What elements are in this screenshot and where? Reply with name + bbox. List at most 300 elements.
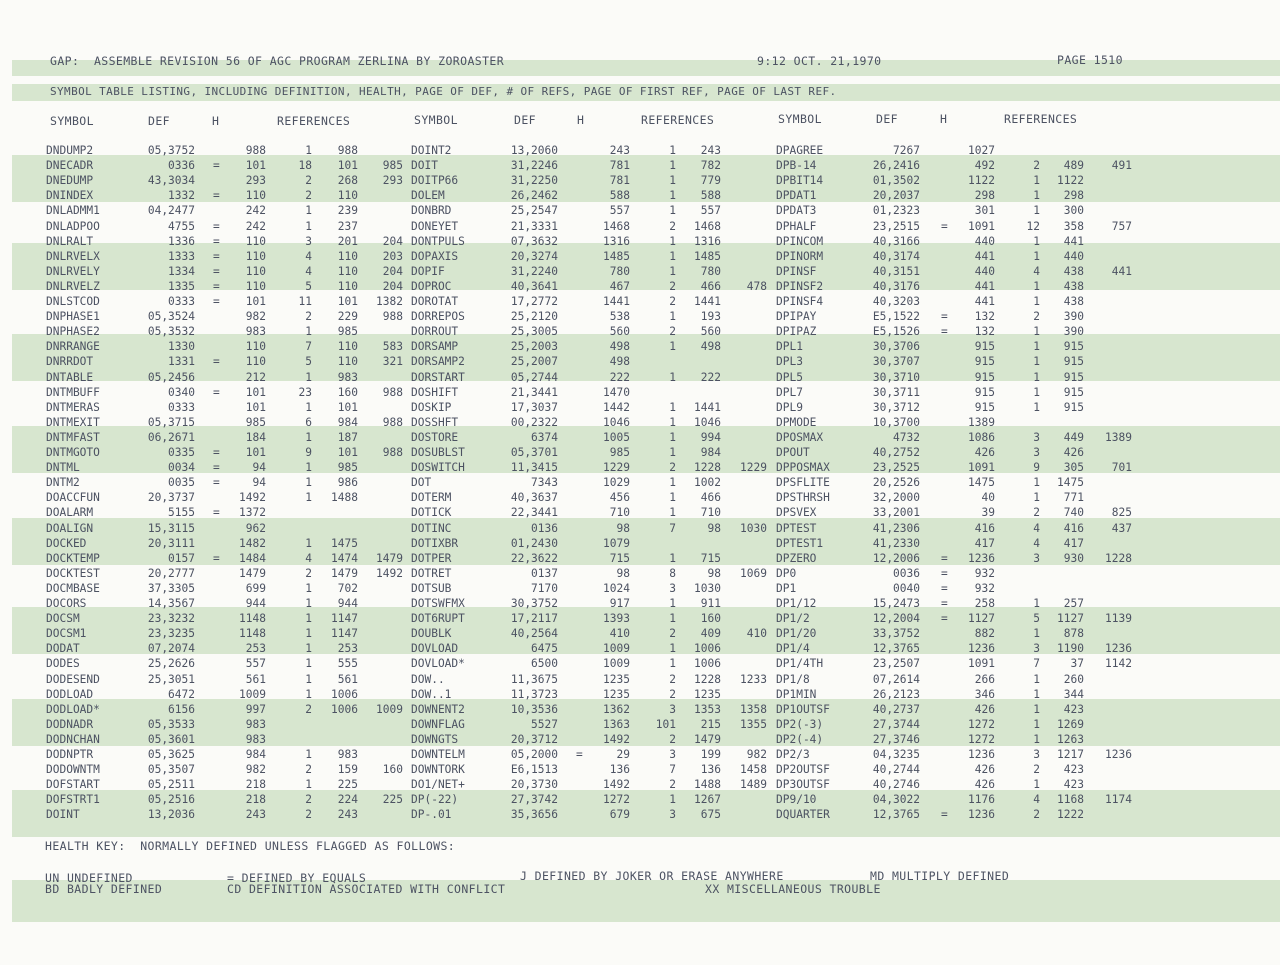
cell-symbol: DPINSF: [776, 264, 817, 278]
cell-defpage: 1009: [603, 657, 630, 671]
table-row: [0, 656, 1280, 671]
cell-symbol: DP3OUTSF: [776, 778, 830, 792]
cell-firstref: 1006: [331, 702, 358, 716]
cell-defpage: 988: [245, 144, 266, 157]
cell-lastref: 988: [382, 446, 403, 459]
cell-firstref: 994: [700, 430, 721, 444]
cell-symbol: DOACCFUN: [46, 491, 100, 505]
cell-firstref: 1474: [331, 551, 358, 565]
cell-nrefs: 3: [1033, 642, 1040, 656]
table-row: [0, 732, 1280, 747]
cell-symbol: DP1/12: [776, 597, 817, 610]
cell-def: 11,3675: [510, 672, 558, 686]
cell-defpage: 915: [974, 340, 995, 354]
cell-defpage: 243: [245, 808, 266, 822]
cell-h: =: [213, 279, 220, 293]
cell-lastref: 203: [382, 249, 403, 263]
cell-h: =: [576, 748, 583, 761]
cell-defpage: 1492: [603, 778, 630, 792]
cell-defpage: 441: [974, 295, 995, 308]
cell-symbol: DPOUT: [776, 446, 810, 459]
cell-firstref: 915: [1063, 370, 1084, 384]
table-row: [0, 354, 1280, 369]
cell-nrefs: 2: [305, 763, 312, 777]
cell-symbol: DPDAT3: [776, 204, 817, 218]
cell-symbol: DOINT: [46, 808, 80, 822]
cell-def: 14,3567: [147, 597, 195, 610]
cell-defpage: 538: [609, 310, 630, 324]
cell-def: 40,2737: [872, 702, 920, 716]
cell-defpage: 1492: [603, 732, 630, 746]
cell-def: 0333: [168, 400, 195, 414]
cell-nrefs: 1: [1033, 370, 1040, 384]
cell-symbol: DOTERM: [411, 491, 452, 505]
cell-lastref: 478: [746, 279, 767, 293]
cell-firstref: 557: [700, 204, 721, 218]
cell-firstref: 1046: [694, 415, 721, 429]
table-row: [0, 762, 1280, 777]
cell-lastref: 1382: [376, 295, 403, 308]
cell-firstref: 915: [1063, 355, 1084, 369]
table-row: [0, 475, 1280, 490]
cell-lastref: 1030: [740, 521, 767, 535]
cell-symbol: DNTABLE: [46, 370, 94, 384]
cell-nrefs: 1: [1033, 174, 1040, 188]
cell-defpage: 1389: [968, 415, 995, 429]
cell-firstref: 1479: [331, 566, 358, 580]
cell-symbol: DPINSF2: [776, 279, 824, 293]
table-row: [0, 203, 1280, 218]
cell-def: 07,3632: [510, 234, 558, 248]
cell-firstref: 782: [700, 159, 721, 173]
cell-nrefs: 3: [669, 702, 676, 716]
cell-defpage: 1086: [968, 430, 995, 444]
cell-defpage: 492: [974, 159, 995, 173]
cell-symbol: DP0: [776, 566, 797, 580]
table-row: [0, 460, 1280, 475]
cell-symbol: DP(-22): [411, 793, 459, 807]
cell-nrefs: 1: [305, 370, 312, 384]
cell-defpage: 1235: [603, 672, 630, 686]
cell-firstref: 101: [337, 295, 358, 308]
cell-nrefs: 1: [669, 657, 676, 671]
cell-firstref: 1006: [694, 642, 721, 656]
cell-firstref: 466: [700, 491, 721, 505]
cell-defpage: 1122: [968, 174, 995, 188]
cell-nrefs: 1: [1033, 672, 1040, 686]
cell-lastref: 1236: [1105, 748, 1132, 761]
cell-symbol: DPIPAZ: [776, 325, 817, 339]
cell-defpage: 212: [245, 370, 266, 384]
cell-firstref: 1222: [1057, 808, 1084, 822]
cell-nrefs: 1: [305, 536, 312, 550]
cell-def: E6,1513: [510, 763, 558, 777]
cell-lastref: 1355: [740, 717, 767, 731]
cell-nrefs: 1: [1033, 385, 1040, 399]
table-row: [0, 158, 1280, 173]
cell-firstref: 243: [337, 808, 358, 822]
cell-symbol: DORSAMP2: [411, 355, 465, 369]
cell-firstref: 298: [1063, 189, 1084, 203]
cell-def: 27,3746: [872, 732, 920, 746]
cell-nrefs: 3: [669, 808, 676, 822]
cell-def: 4732: [893, 430, 920, 444]
cell-h: =: [213, 461, 220, 475]
cell-firstref: 588: [700, 189, 721, 203]
cell-def: 05,2744: [510, 370, 558, 384]
cell-def: 22,3622: [510, 551, 558, 565]
cell-def: 35,3656: [510, 808, 558, 822]
cell-nrefs: 1: [1033, 491, 1040, 505]
cell-defpage: 410: [609, 627, 630, 641]
cell-nrefs: 1: [305, 581, 312, 595]
cell-def: 12,2004: [872, 612, 920, 626]
cell-nrefs: 2: [669, 687, 676, 701]
cell-firstref: 253: [337, 642, 358, 656]
cell-nrefs: 2: [1033, 310, 1040, 324]
cell-defpage: 101: [245, 400, 266, 414]
cell-symbol: DONEYET: [411, 219, 459, 233]
cell-def: 41,2306: [872, 521, 920, 535]
cell-defpage: 222: [609, 370, 630, 384]
cell-defpage: 218: [245, 778, 266, 792]
cell-nrefs: 1: [1033, 279, 1040, 293]
cell-symbol: DOROTAT: [411, 295, 459, 308]
cell-defpage: 94: [252, 461, 266, 475]
cell-nrefs: 1: [1033, 340, 1040, 354]
cell-firstref: 305: [1063, 461, 1084, 475]
cell-defpage: 1009: [603, 642, 630, 656]
cell-defpage: 780: [609, 264, 630, 278]
cell-defpage: 1236: [968, 748, 995, 761]
cell-nrefs: 1: [305, 687, 312, 701]
table-row: [0, 792, 1280, 807]
cell-defpage: 417: [974, 536, 995, 550]
table-row: [0, 294, 1280, 309]
table-row: [0, 687, 1280, 702]
table-row: [0, 672, 1280, 687]
cell-lastref: 1236: [1105, 642, 1132, 656]
cell-symbol: DP1OUTSF: [776, 702, 830, 716]
cell-defpage: 915: [974, 370, 995, 384]
cell-lastref: 757: [1111, 219, 1132, 233]
cell-defpage: 498: [609, 340, 630, 354]
cell-firstref: 1002: [694, 476, 721, 490]
cell-defpage: 132: [974, 325, 995, 339]
cell-nrefs: 2: [305, 702, 312, 716]
cell-def: 05,3625: [147, 748, 195, 761]
cell-firstref: 225: [337, 778, 358, 792]
col-symbol-heading: SYMBOL: [50, 114, 94, 128]
cell-lastref: 583: [382, 340, 403, 354]
cell-defpage: 882: [974, 627, 995, 641]
cell-defpage: 1091: [968, 461, 995, 475]
cell-nrefs: 1: [669, 144, 676, 157]
cell-symbol: DNPHASE1: [46, 310, 100, 324]
cell-symbol: DORSTART: [411, 370, 465, 384]
cell-firstref: 915: [1063, 340, 1084, 354]
cell-symbol: DODNADR: [46, 717, 94, 731]
cell-firstref: 268: [337, 174, 358, 188]
cell-h: =: [213, 355, 220, 369]
cell-nrefs: 1: [669, 310, 676, 324]
cell-firstref: 193: [700, 310, 721, 324]
table-row: [0, 400, 1280, 415]
cell-nrefs: 1: [305, 204, 312, 218]
cell-nrefs: 1: [669, 476, 676, 490]
cell-lastref: 204: [382, 234, 403, 248]
cell-def: 20,3111: [147, 536, 195, 550]
table-row: [0, 249, 1280, 264]
cell-def: 0040: [893, 581, 920, 595]
cell-defpage: 983: [245, 732, 266, 746]
cell-firstref: 110: [337, 279, 358, 293]
cell-symbol: DQUARTER: [776, 808, 830, 822]
cell-def: 05,3715: [147, 415, 195, 429]
cell-firstref: 1228: [694, 672, 721, 686]
cell-defpage: 1482: [239, 536, 266, 550]
cell-nrefs: 2: [669, 461, 676, 475]
cell-def: 26,2462: [510, 189, 558, 203]
cell-firstref: 1475: [1057, 476, 1084, 490]
cell-firstref: 1190: [1057, 642, 1084, 656]
cell-def: 07,2614: [872, 672, 920, 686]
cell-def: 0034: [168, 461, 195, 475]
cell-symbol: DOITP66: [411, 174, 459, 188]
cell-symbol: DOCKTEMP: [46, 551, 100, 565]
cell-firstref: 416: [1063, 521, 1084, 535]
cell-def: 05,3533: [147, 717, 195, 731]
cell-nrefs: 1: [1033, 476, 1040, 490]
table-row: [0, 188, 1280, 203]
cell-firstref: 1263: [1057, 732, 1084, 746]
cell-firstref: 260: [1063, 672, 1084, 686]
cell-h: =: [213, 295, 220, 308]
cell-defpage: 915: [974, 355, 995, 369]
table-row: [0, 324, 1280, 339]
cell-nrefs: 1: [1033, 702, 1040, 716]
cell-nrefs: 1: [1033, 627, 1040, 641]
cell-nrefs: 2: [305, 566, 312, 580]
cell-defpage: 110: [245, 279, 266, 293]
cell-symbol: DOALIGN: [46, 521, 94, 535]
cell-defpage: 1272: [603, 793, 630, 807]
table-row: [0, 611, 1280, 626]
cell-h: =: [941, 612, 948, 626]
cell-symbol: DONBRD: [411, 204, 452, 218]
cell-symbol: DNDUMP2: [46, 144, 94, 157]
cell-nrefs: 1: [669, 491, 676, 505]
table-row: [0, 505, 1280, 520]
cell-defpage: 560: [609, 325, 630, 339]
cell-nrefs: 1: [305, 325, 312, 339]
cell-defpage: 1024: [603, 581, 630, 595]
cell-defpage: 298: [974, 189, 995, 203]
cell-symbol: DP2OUTSF: [776, 763, 830, 777]
cell-symbol: DORROUT: [411, 325, 459, 339]
cell-symbol: DPINCOM: [776, 234, 824, 248]
cell-firstref: 1488: [331, 491, 358, 505]
cell-firstref: 1485: [694, 249, 721, 263]
cell-nrefs: 1: [1033, 778, 1040, 792]
cell-symbol: DPL9: [776, 400, 803, 414]
cell-defpage: 944: [245, 597, 266, 610]
cell-symbol: DP1/4TH: [776, 657, 824, 671]
cell-firstref: 438: [1063, 279, 1084, 293]
cell-def: 23,3232: [147, 612, 195, 626]
cell-def: 17,3037: [510, 400, 558, 414]
cell-symbol: DNLRALT: [46, 234, 94, 248]
cell-symbol: DNLRVELX: [46, 249, 100, 263]
cell-def: 0157: [168, 551, 195, 565]
cell-defpage: 985: [609, 446, 630, 459]
table-row: [0, 279, 1280, 294]
cell-nrefs: 18: [298, 159, 312, 173]
cell-symbol: DPB-14: [776, 159, 817, 173]
cell-firstref: 780: [700, 264, 721, 278]
cell-symbol: DOCKED: [46, 536, 87, 550]
cell-def: 05,2511: [147, 778, 195, 792]
cell-lastref: 1228: [1105, 551, 1132, 565]
cell-defpage: 98: [616, 566, 630, 580]
cell-def: 41,2330: [872, 536, 920, 550]
cell-nrefs: 3: [1033, 446, 1040, 459]
cell-def: 05,2516: [147, 793, 195, 807]
cell-lastref: 410: [746, 627, 767, 641]
cell-firstref: 98: [707, 521, 721, 535]
cell-symbol: DPDAT1: [776, 189, 817, 203]
table-row: [0, 747, 1280, 762]
cell-symbol: DOUBLK: [411, 627, 452, 641]
cell-def: 20,2777: [147, 566, 195, 580]
cell-def: 5527: [531, 717, 558, 731]
cell-def: 40,3641: [510, 279, 558, 293]
col-health-heading: H: [940, 112, 948, 126]
cell-def: 17,2117: [510, 612, 558, 626]
cell-firstref: 1441: [694, 295, 721, 308]
cell-firstref: 1479: [694, 732, 721, 746]
table-row: [0, 566, 1280, 581]
cell-h: =: [213, 385, 220, 399]
cell-symbol: DOVLOAD*: [411, 657, 465, 671]
cell-symbol: DOWNGTS: [411, 732, 459, 746]
cell-def: 10,3536: [510, 702, 558, 716]
cell-defpage: 1029: [603, 476, 630, 490]
health-key-equals: = DEFINED BY EQUALS: [227, 871, 367, 885]
cell-defpage: 1079: [603, 536, 630, 550]
cell-symbol: DPAGREE: [776, 144, 824, 157]
cell-firstref: 555: [337, 657, 358, 671]
cell-defpage: 1046: [603, 415, 630, 429]
cell-defpage: 266: [974, 672, 995, 686]
cell-def: E5,1526: [872, 325, 920, 339]
cell-defpage: 1236: [968, 551, 995, 565]
health-key-misc: XX MISCELLANEOUS TROUBLE: [705, 882, 881, 896]
cell-nrefs: 1: [669, 415, 676, 429]
col-references-heading: REFERENCES: [1004, 112, 1078, 126]
cell-firstref: 201: [337, 234, 358, 248]
cell-defpage: 1362: [603, 702, 630, 716]
cell-symbol: DNRRANGE: [46, 340, 100, 354]
cell-def: 32,2000: [872, 491, 920, 505]
cell-symbol: DOPAXIS: [411, 249, 459, 263]
cell-defpage: 456: [609, 491, 630, 505]
cell-nrefs: 8: [669, 566, 676, 580]
cell-nrefs: 7: [669, 521, 676, 535]
cell-firstref: 983: [337, 748, 358, 761]
cell-lastref: 1142: [1105, 657, 1132, 671]
cell-defpage: 1235: [603, 687, 630, 701]
cell-def: 25,2003: [510, 340, 558, 354]
cell-symbol: DPL3: [776, 355, 803, 369]
cell-firstref: 702: [337, 581, 358, 595]
cell-firstref: 160: [700, 612, 721, 626]
col-def-heading: DEF: [514, 113, 536, 127]
cell-nrefs: 1: [1033, 355, 1040, 369]
listing-datetime: 9:12 OCT. 21,1970: [757, 54, 882, 68]
cell-nrefs: 9: [1033, 461, 1040, 475]
cell-symbol: DP2/3: [776, 748, 810, 761]
health-key-badly: BD BADLY DEFINED: [45, 882, 163, 896]
cell-firstref: 438: [1063, 295, 1084, 308]
cell-symbol: DP1/2: [776, 612, 810, 626]
cell-nrefs: 1: [669, 174, 676, 188]
cell-defpage: 1127: [968, 612, 995, 626]
cell-symbol: DONTPULS: [411, 234, 465, 248]
cell-defpage: 915: [974, 385, 995, 399]
cell-defpage: 1468: [603, 219, 630, 233]
cell-defpage: 101: [245, 446, 266, 459]
cell-defpage: 1363: [603, 717, 630, 731]
cell-symbol: DP2(-4): [776, 732, 824, 746]
cell-nrefs: 1: [669, 612, 676, 626]
cell-def: 20,3712: [510, 732, 558, 746]
cell-firstref: 344: [1063, 687, 1084, 701]
cell-lastref: 160: [382, 763, 403, 777]
cell-nrefs: 1: [1033, 234, 1040, 248]
cell-firstref: 561: [337, 672, 358, 686]
cell-firstref: 1269: [1057, 717, 1084, 731]
cell-nrefs: 1: [305, 476, 312, 490]
cell-firstref: 441: [1063, 234, 1084, 248]
cell-firstref: 187: [337, 430, 358, 444]
cell-def: 7170: [531, 581, 558, 595]
cell-h: =: [213, 446, 220, 459]
cell-symbol: DOTSWFMX: [411, 597, 465, 610]
cell-symbol: DPPOSMAX: [776, 461, 830, 475]
cell-def: 1336: [168, 234, 195, 248]
cell-defpage: 416: [974, 521, 995, 535]
cell-firstref: 449: [1063, 430, 1084, 444]
cell-nrefs: 4: [1033, 264, 1040, 278]
cell-def: 25,2626: [147, 657, 195, 671]
table-row: [0, 309, 1280, 324]
cell-lastref: 1358: [740, 702, 767, 716]
cell-nrefs: 1: [305, 400, 312, 414]
cell-symbol: DNLRVELY: [46, 264, 100, 278]
cell-lastref: 1479: [376, 551, 403, 565]
cell-nrefs: 2: [305, 310, 312, 324]
cell-nrefs: 1: [669, 159, 676, 173]
cell-symbol: DP1/4: [776, 642, 810, 656]
cell-def: 30,3706: [872, 340, 920, 354]
cell-defpage: 997: [245, 702, 266, 716]
cell-def: 0137: [531, 566, 558, 580]
cell-firstref: 1353: [694, 702, 721, 716]
cell-firstref: 136: [700, 763, 721, 777]
cell-def: 37,3305: [147, 581, 195, 595]
cell-symbol: DPL7: [776, 385, 803, 399]
